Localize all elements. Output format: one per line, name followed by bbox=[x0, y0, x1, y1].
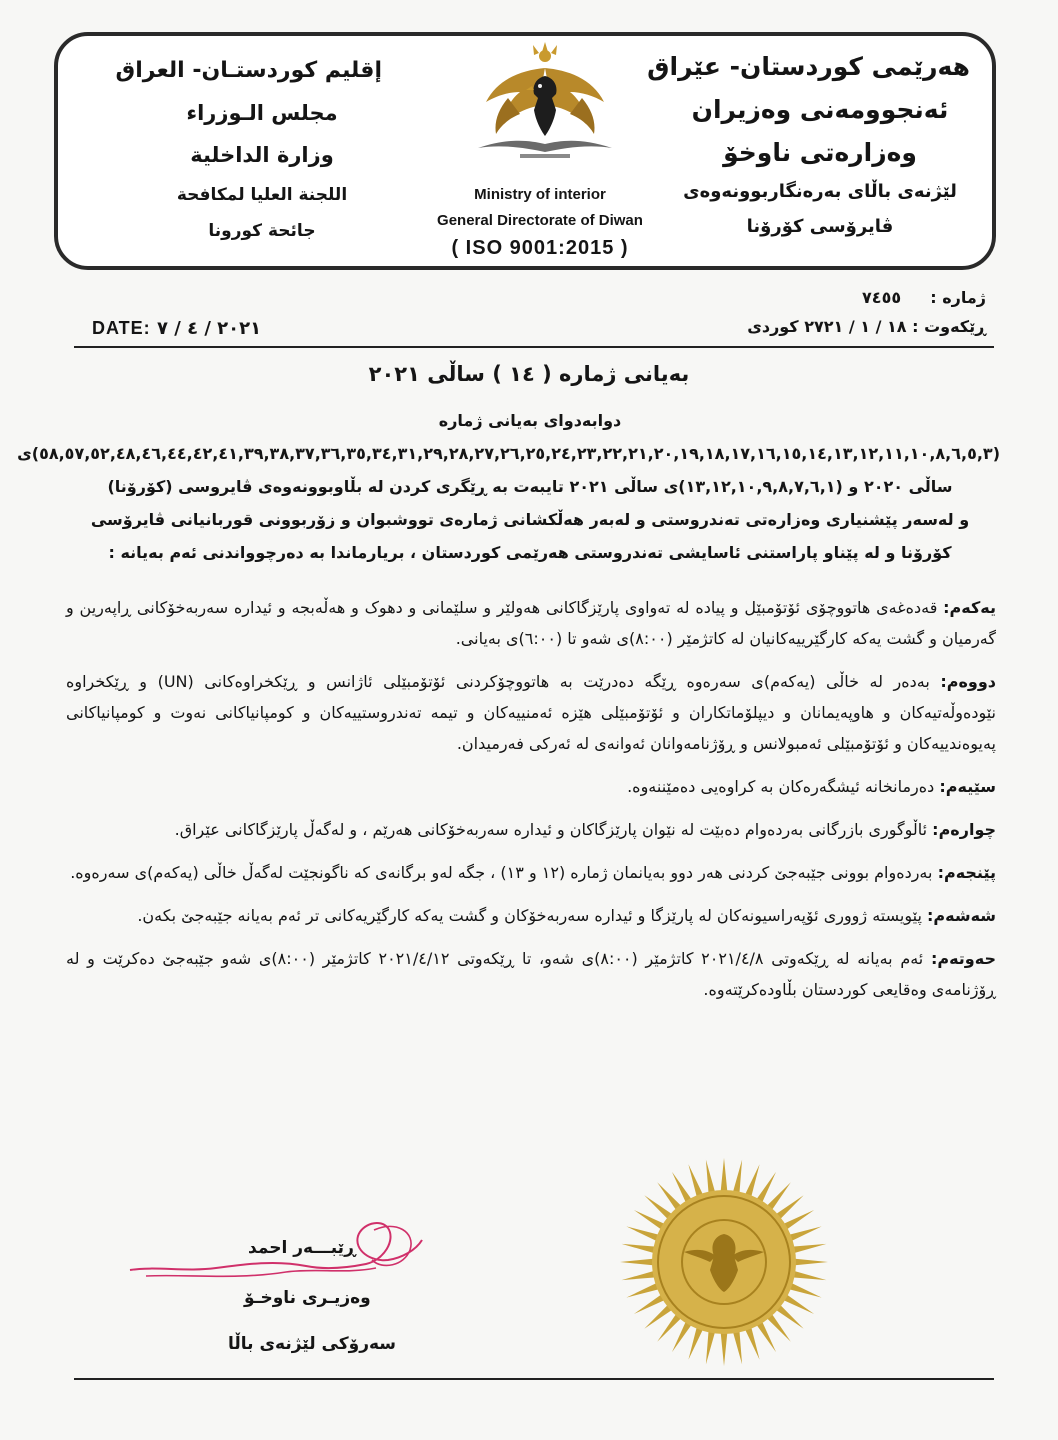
item-label: دووەم: bbox=[940, 672, 996, 691]
seal-ray bbox=[622, 1271, 656, 1280]
seal-ray bbox=[766, 1182, 790, 1210]
region-name-arabic: إقليم كوردستـان- العراق bbox=[115, 58, 382, 83]
seal-ray bbox=[794, 1259, 828, 1266]
seal-ray bbox=[672, 1172, 692, 1203]
statement-intro bbox=[17, 404, 1000, 569]
item-label: حەوتەم: bbox=[930, 949, 996, 968]
seal-ray bbox=[733, 1330, 742, 1364]
seal-ray bbox=[775, 1304, 803, 1328]
ministry-name-arabic: وزارة الداخلية bbox=[190, 143, 334, 167]
seal-ray bbox=[620, 1259, 654, 1266]
intro-line: و لەسەر پێشنیاری وەزارەتی تەندروستی و لەبەر هەڵکشانی ژمارەی تووشبوان و زۆربوونی قوربانیانی ڤایرۆسی bbox=[90, 510, 970, 529]
reference-number bbox=[747, 288, 986, 307]
council-name-kurdish: ئەنجوومەنی وەزیران bbox=[691, 95, 949, 124]
seal-ray bbox=[789, 1226, 822, 1241]
seal-ray bbox=[775, 1195, 803, 1219]
seal-ray bbox=[745, 1327, 760, 1360]
item-text: پێویستە ژووری ئۆپەراسیونەکان لە پارێزگا و ئیدارە سەربەخۆکان و گشت یەکە کارگێریەکانی تر ئەم بەیانە جێبەجێ بکەن. bbox=[137, 906, 922, 925]
seal-ray bbox=[721, 1332, 728, 1366]
letterhead-kurdish bbox=[647, 52, 970, 237]
signatory-name: ڕێبـــەر احمد bbox=[248, 1238, 356, 1258]
reference-block bbox=[747, 288, 986, 346]
seal-ray bbox=[792, 1271, 826, 1280]
seal-ray bbox=[706, 1330, 715, 1364]
item-text: ئەم بەیانە لە ڕێکەوتی ٢٠٢١/٤/٨ کاتژمێر (٨:٠٠)ی شەو، تا ڕێکەوتی ٢٠٢١/٤/١٢ کاتژمێر (٨:٠٠)ی شەو جێبەجێ دەکرێت و لە ڕۆژنامەی وەقایعی کوردستان بڵاودەکرێتەوە. bbox=[66, 949, 996, 999]
seal-ray bbox=[634, 1210, 665, 1230]
reference-number-value: ٧٤٥٥ bbox=[862, 288, 902, 307]
item-label: شەشەم: bbox=[927, 906, 996, 925]
reference-date bbox=[747, 317, 986, 336]
ministry-name-kurdish: وەزارەتی ناوخۆ bbox=[723, 138, 917, 167]
item-label: پێنجەم: bbox=[937, 863, 996, 882]
council-name-arabic: مجلس الـوزراء bbox=[186, 101, 338, 125]
seal-ray bbox=[634, 1294, 665, 1314]
seal-ray bbox=[626, 1283, 659, 1298]
ministry-name-english: Ministry of interior bbox=[474, 186, 606, 203]
statement-item bbox=[66, 771, 996, 802]
seal-ray bbox=[626, 1226, 659, 1241]
seal-ray bbox=[789, 1283, 822, 1298]
seal-ray bbox=[706, 1160, 715, 1194]
seal-ray bbox=[721, 1158, 728, 1192]
committee-name-kurdish: لێژنەی باڵای بەرەنگاربوونەوەی bbox=[683, 181, 957, 202]
seal-ray bbox=[783, 1294, 814, 1314]
item-text: بەردەوام بوونی جێبەجێ کردنی هەر دوو بەیانمان ژمارە (١٢ و ١٣) ، جگە لەو برگانەی کە ناگونجێت لەگەڵ خاڵی (یەکەم)ی سەرەوە. bbox=[70, 863, 933, 882]
item-label: یەکەم: bbox=[943, 598, 996, 617]
item-text: قەدەغەی هاتووچۆی ئۆتۆمبێل و پیادە لە تەواوی پارێزگاکانی هەولێر و سلێمانی و دهوک و هەڵەبجە و ئیدارە سەربەخۆکانی ڕاپەرین و گەرمیان و گشت یەکە کارگێرییەکانیان لە کاتژمێر (٨:٠٠)ی شەو تا (٦:٠٠)ی بەیانی. bbox=[66, 598, 996, 648]
seal-ray bbox=[622, 1244, 656, 1253]
seal-ray bbox=[756, 1321, 776, 1352]
item-label: چوارەم: bbox=[932, 820, 996, 839]
seal-ray bbox=[733, 1160, 742, 1194]
seal-ray bbox=[644, 1195, 672, 1219]
item-text: بەدەر لە خاڵی (یەکەم)ی سەرەوە ڕێگە دەدرێت بە هاتووچۆکردنی ئۆتۆمبێلی ئاژانس و ڕێکخراوەکانی (UN) و ڕێکخراوە نێودەوڵەتیەکان و هاوپەیمانان و دیپلۆماتکاران و ئۆتۆمبێلی هێزە ئەمنییەکان و تیمە تەندروستییەکان و کومپانیاکانی نەوت و کومپانیاکانی پەیوەندییەکان و ئۆتۆمبێلی ئەمبولانس و ڕۆژنامەوانان ئەوانەی لە ئەرکی فەرمیدان. bbox=[66, 672, 996, 753]
seal-ray bbox=[688, 1164, 703, 1197]
reference-number-label: ژمارە : bbox=[930, 288, 986, 307]
seal-ray bbox=[792, 1244, 826, 1253]
statement-items bbox=[66, 592, 996, 1017]
krg-emblem-icon bbox=[468, 40, 622, 164]
statement-item bbox=[66, 592, 996, 654]
document-date bbox=[92, 318, 261, 339]
statement-title: بەیانی ژمارە ( ١٤ ) ساڵی ٢٠٢١ bbox=[368, 362, 690, 386]
item-text: دەرمانخانە ئیشگەرەکان بە کراوەیی دەمێننەوە. bbox=[627, 777, 935, 796]
seal-ray bbox=[644, 1304, 672, 1328]
signatory-committee-title: سەرۆکی لێژنەی باڵا bbox=[228, 1334, 397, 1354]
seal-ray bbox=[672, 1321, 692, 1352]
seal-ray bbox=[766, 1313, 790, 1341]
statement-item bbox=[66, 666, 996, 759]
statement-item bbox=[66, 814, 996, 845]
reference-date-value: ١٨ / ١ / ٢٧٢١ کوردی bbox=[747, 317, 907, 336]
letterhead-arabic bbox=[115, 58, 382, 241]
bottom-divider bbox=[74, 1378, 994, 1380]
seal-ray bbox=[783, 1210, 814, 1230]
statement-item bbox=[66, 857, 996, 888]
committee-subject-kurdish: ڤایرۆسی کۆرۆنا bbox=[746, 216, 894, 237]
date-value: ٢٠٢١ / ٤ / ٧ bbox=[156, 318, 262, 339]
committee-subject-arabic: جائحة كورونا bbox=[208, 221, 316, 241]
intro-line: دوابەدوای بەیانی ژمارە bbox=[438, 411, 622, 430]
reference-date-label: ڕێکەوت : bbox=[912, 317, 986, 336]
item-label: سێیەم: bbox=[939, 777, 996, 796]
seal-ray bbox=[657, 1182, 681, 1210]
intro-line: ساڵی ٢٠٢٠ و (١٣,١٢,١٠,٩,٨,٧,٦,١)ی ساڵی ٢٠٢١ تایبەت بە ڕێگری کردن لە بڵاوبوونەوەی ڤایروسی (کۆرۆنا) bbox=[107, 477, 953, 496]
directorate-name-english: General Directorate of Diwan bbox=[437, 212, 643, 229]
item-text: ئاڵوگوری بازرگانی بەردەوام دەبێت لە نێوان پارێزگاکان و ئیدارە سەربەخۆکانی هەرێم ، و لەگەڵ پارێزگاکانی عێراق. bbox=[174, 820, 928, 839]
official-seal-icon bbox=[614, 1152, 834, 1372]
statement-item bbox=[66, 900, 996, 931]
statement-item bbox=[66, 943, 996, 1005]
signatory-title: وەزیـری ناوخـۆ bbox=[244, 1288, 371, 1308]
intro-line: کۆرۆنا و لە پێناو پاراستنی ئاسایشی تەندروستی هەرێمی کوردستان ، بریارماندا بە دەرچوواندنی ئەم بەیانە : bbox=[108, 543, 952, 562]
top-divider bbox=[74, 346, 994, 348]
seal-ray bbox=[745, 1164, 760, 1197]
region-name-kurdish: هەرێمی کوردستان- عێراق bbox=[647, 52, 970, 81]
intro-line: (٥٨,٥٧,٥٢,٤٨,٤٦,٤٤,٤٢,٤١,٣٩,٣٨,٣٧,٣٦,٣٥,٣٤,٣١,٢٩,٢٨,٢٧,٢٦,٢٥,٢٤,٢٣,٢٢,٢١,٢٠,١٩,١٨,١٧,١٦,١٥,١٤,١٣,١٢,١١,١٠,٨,٦,٥,٣)ی bbox=[17, 444, 1000, 463]
seal-ray bbox=[688, 1327, 703, 1360]
seal-ray bbox=[756, 1172, 776, 1203]
seal-ray bbox=[657, 1313, 681, 1341]
committee-name-arabic: اللجنة العليا لمكافحة bbox=[176, 185, 348, 205]
date-label: DATE: bbox=[92, 318, 151, 338]
iso-certification: ( ISO 9001:2015 ) bbox=[451, 237, 629, 259]
ministry-info-english bbox=[410, 186, 670, 260]
